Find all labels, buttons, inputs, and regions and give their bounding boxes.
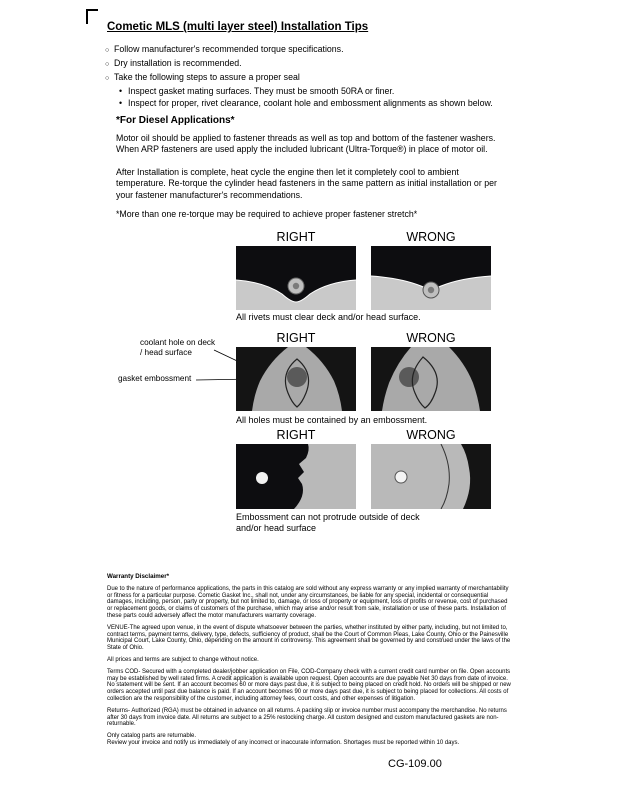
protrusion-right-graphic bbox=[236, 444, 356, 509]
protrusion-wrong-graphic bbox=[371, 444, 491, 509]
tip-text: Follow manufacturer's recommended torque specifications. bbox=[114, 44, 344, 54]
gasket-embossment-label: gasket embossment bbox=[118, 374, 192, 383]
rivet-clearance-wrong-diagram bbox=[371, 246, 491, 310]
disclaimer-paragraph: Due to the nature of performance applications, the parts in this catalog are sold without any express warranty or any implied warranty of merchantability or fitness for a particular purpose. Cometic Gasket Inc., shall not, under any circumstances, be liable for any special, incidental or consequential damages, including, person, party or property, but not limited to, damage, or loss of property or equipment, loss of profits or revenue, cost of purchased or replacement goods, or claims of customers of the purchase, which may arise and/or result from sale, installation or use of these parts. Installation of these parts could adversely affect the motor manufacturers warranty coverage. bbox=[107, 585, 509, 619]
tip-text: Take the following steps to assure a proper seal bbox=[114, 72, 300, 82]
disclaimer-paragraph: VENUE-The agreed upon venue, in the event of dispute whatsoever between the parties, whether instituted by either party, including, but not limited to, contract terms, payment terms, delivery, type, defects, sufficiency of product, shall be the Court of Common Pleas, Lake County, Ohio or the Painesville Municipal Court, Lake County, Ohio, depending on the amount in controversy. This agreement shall be governed by and construed under the laws of the State of Ohio. bbox=[107, 624, 511, 652]
circle-bullet-icon: ○ bbox=[105, 47, 110, 54]
wrong-column-header: WRONG bbox=[406, 428, 456, 442]
coolant-hole-label: coolant hole on deck / head surface bbox=[140, 338, 216, 357]
right-column-header: RIGHT bbox=[276, 428, 316, 442]
wrong-column-header: WRONG bbox=[406, 331, 456, 345]
right-column-header: RIGHT bbox=[276, 230, 316, 244]
disclaimer-paragraph: Only catalog parts are returnable. bbox=[107, 733, 197, 740]
dot-bullet-icon: • bbox=[119, 86, 123, 96]
diesel-applications-heading: *For Diesel Applications* bbox=[116, 115, 235, 126]
tip-text: Inspect for proper, rivet clearance, coolant hole and embossment alignments as shown below. bbox=[128, 98, 493, 108]
disclaimer-heading: Warranty Disclaimer* bbox=[107, 573, 170, 580]
disclaimer-paragraph: Terms COD- Secured with a completed dealer/jobber application on File, COD-Company check with a current credit card number on file. Open accounts may be established by well rated firms. A credit application is available upon request. Open accounts are due payable Net 30 days from date of invoice. No statement will be sent. If an account becomes 60 or more days past due, it is subject to being placed on credit hold. No orders will be shipped or new orders accepted until past due balance is paid. If an account becomes 90 or more days past due, it is subject to being placed for collections. All costs of collection are the responsibility of the customer, including attorney fees, court costs, and other expenses of litigation. bbox=[107, 668, 511, 702]
page-code: CG-109.00 bbox=[388, 758, 442, 770]
diesel-paragraph: Motor oil should be applied to fastener threads as well as top and bottom of the fastener washers. When ARP fasteners are used apply the included lubricant (Ultra-Torque®) in place of motor oil. bbox=[116, 133, 496, 155]
containment-right-graphic bbox=[236, 347, 356, 411]
list-item bbox=[105, 43, 493, 57]
embossment-protrusion-right-diagram bbox=[236, 444, 356, 509]
right-column-header: RIGHT bbox=[276, 331, 316, 345]
warranty-disclaimer bbox=[107, 574, 513, 752]
disclaimer-paragraph: Returns- Authorized (RGA) must be obtained in advance on all returns. A packing slip or invoice number must accompany the merchandise. No returns after 30 days from invoice date. All returns are subject to a 25% restocking charge. All custom designed and custom manufactured gaskets are non-returnable. bbox=[107, 707, 507, 728]
diagram-caption-rivets: All rivets must clear deck and/or head surface. bbox=[236, 312, 421, 322]
crop-mark bbox=[86, 9, 98, 24]
list-item bbox=[105, 71, 493, 85]
page-title: Cometic MLS (multi layer steel) Installation Tips bbox=[107, 21, 369, 33]
rivet-wrong-graphic bbox=[371, 246, 491, 310]
containment-wrong-graphic bbox=[371, 347, 491, 411]
list-item bbox=[119, 85, 493, 97]
embossment-containment-right-diagram bbox=[236, 347, 356, 411]
diagram-caption-protrusion: Embossment can not protrude outside of deck and/or head surface bbox=[236, 512, 420, 533]
list-item bbox=[119, 97, 493, 109]
tip-text: Inspect gasket mating surfaces. They must be smooth 50RA or finer. bbox=[128, 86, 395, 96]
embossment-protrusion-wrong-diagram bbox=[371, 444, 491, 509]
circle-bullet-icon: ○ bbox=[105, 75, 110, 82]
disclaimer-paragraph: Review your invoice and notify us immediately of any incorrect or inaccurate information. Shortages must be reported within 10 days. bbox=[107, 739, 460, 746]
installation-tips-list bbox=[105, 43, 493, 109]
tip-text: Dry installation is recommended. bbox=[114, 58, 242, 68]
retorque-note: *More than one re-torque may be required to achieve proper fastener stretch* bbox=[116, 209, 418, 219]
heat-cycle-paragraph: After Installation is complete, heat cycle the engine then let it completely cool to ambient temperature. Re-torque the cylinder head fasteners in the same pattern as initial installation or per your fastener manufacturer's recommendations. bbox=[116, 167, 497, 200]
rivet-clearance-right-diagram bbox=[236, 246, 356, 310]
wrong-column-header: WRONG bbox=[406, 230, 456, 244]
dot-bullet-icon: • bbox=[119, 98, 123, 108]
disclaimer-paragraph: All prices and terms are subject to change without notice. bbox=[107, 656, 259, 663]
embossment-containment-wrong-diagram bbox=[371, 347, 491, 411]
list-item bbox=[105, 57, 493, 71]
diagram-caption-holes: All holes must be contained by an embossment. bbox=[236, 415, 428, 425]
circle-bullet-icon: ○ bbox=[105, 61, 110, 68]
rivet-right-graphic bbox=[236, 246, 356, 310]
